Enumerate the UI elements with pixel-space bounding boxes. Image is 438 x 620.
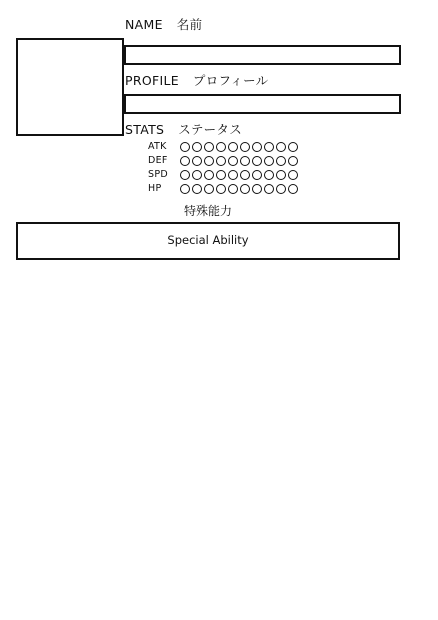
stat-pip[interactable] [180, 184, 190, 194]
stat-row-spd [148, 168, 298, 182]
stat-pip[interactable] [240, 184, 250, 194]
stat-pip[interactable] [252, 156, 262, 166]
profile-label-jp: プロフィール [192, 73, 269, 88]
stat-pip[interactable] [264, 170, 274, 180]
name-label: NAME [125, 17, 163, 32]
profile-label: PROFILE [125, 73, 179, 88]
stat-pip[interactable] [228, 170, 238, 180]
ability-box[interactable] [16, 222, 400, 260]
stat-name: DEF [148, 155, 168, 166]
stat-pip[interactable] [276, 170, 286, 180]
stat-pip[interactable] [288, 170, 298, 180]
stat-name: SPD [148, 169, 168, 180]
stat-pip[interactable] [216, 184, 226, 194]
stat-pip[interactable] [288, 142, 298, 152]
stat-pip[interactable] [204, 184, 214, 194]
stat-pip[interactable] [264, 184, 274, 194]
stat-pip[interactable] [180, 170, 190, 180]
stat-pip[interactable] [252, 170, 262, 180]
stat-pip[interactable] [264, 156, 274, 166]
ability-placeholder: Special Ability [167, 233, 249, 247]
stat-pip[interactable] [228, 156, 238, 166]
stats-grid [148, 140, 298, 196]
stat-pip[interactable] [192, 170, 202, 180]
stat-pip[interactable] [276, 142, 286, 152]
stat-row-atk [148, 140, 298, 154]
portrait-frame[interactable] [16, 38, 124, 136]
stat-pip[interactable] [276, 156, 286, 166]
name-field[interactable] [124, 45, 401, 65]
name-label-jp: 名前 [176, 17, 203, 32]
stat-pip[interactable] [180, 142, 190, 152]
stat-pip[interactable] [180, 156, 190, 166]
stat-pip[interactable] [192, 142, 202, 152]
stats-label: STATS [125, 122, 165, 137]
stat-pip[interactable] [252, 142, 262, 152]
stat-row-hp [148, 182, 298, 196]
stat-pip[interactable] [204, 170, 214, 180]
stat-pip[interactable] [240, 170, 250, 180]
stat-pip[interactable] [264, 142, 274, 152]
stats-label-jp: ステータス [178, 122, 243, 137]
stat-pip[interactable] [228, 184, 238, 194]
profile-label-row [125, 73, 268, 89]
stat-pip[interactable] [288, 156, 298, 166]
stat-pips [180, 156, 298, 166]
ability-title: 特殊能力 [183, 204, 232, 218]
stat-pip[interactable] [204, 142, 214, 152]
stat-pip[interactable] [240, 142, 250, 152]
stat-pip[interactable] [204, 156, 214, 166]
stat-pip[interactable] [192, 184, 202, 194]
stat-pip[interactable] [216, 170, 226, 180]
stat-pip[interactable] [240, 156, 250, 166]
stat-pips [180, 184, 298, 194]
stat-pips [180, 170, 298, 180]
stat-pip[interactable] [252, 184, 262, 194]
stat-pip[interactable] [216, 142, 226, 152]
stat-pips [180, 142, 298, 152]
profile-field[interactable] [124, 94, 401, 114]
name-label-row [125, 17, 202, 33]
stat-name: ATK [148, 141, 167, 152]
stat-pip[interactable] [228, 142, 238, 152]
stat-name: HP [148, 183, 162, 194]
stat-pip[interactable] [216, 156, 226, 166]
stat-pip[interactable] [288, 184, 298, 194]
stats-label-row [125, 122, 242, 138]
stat-pip[interactable] [276, 184, 286, 194]
stat-row-def [148, 154, 298, 168]
stat-pip[interactable] [192, 156, 202, 166]
